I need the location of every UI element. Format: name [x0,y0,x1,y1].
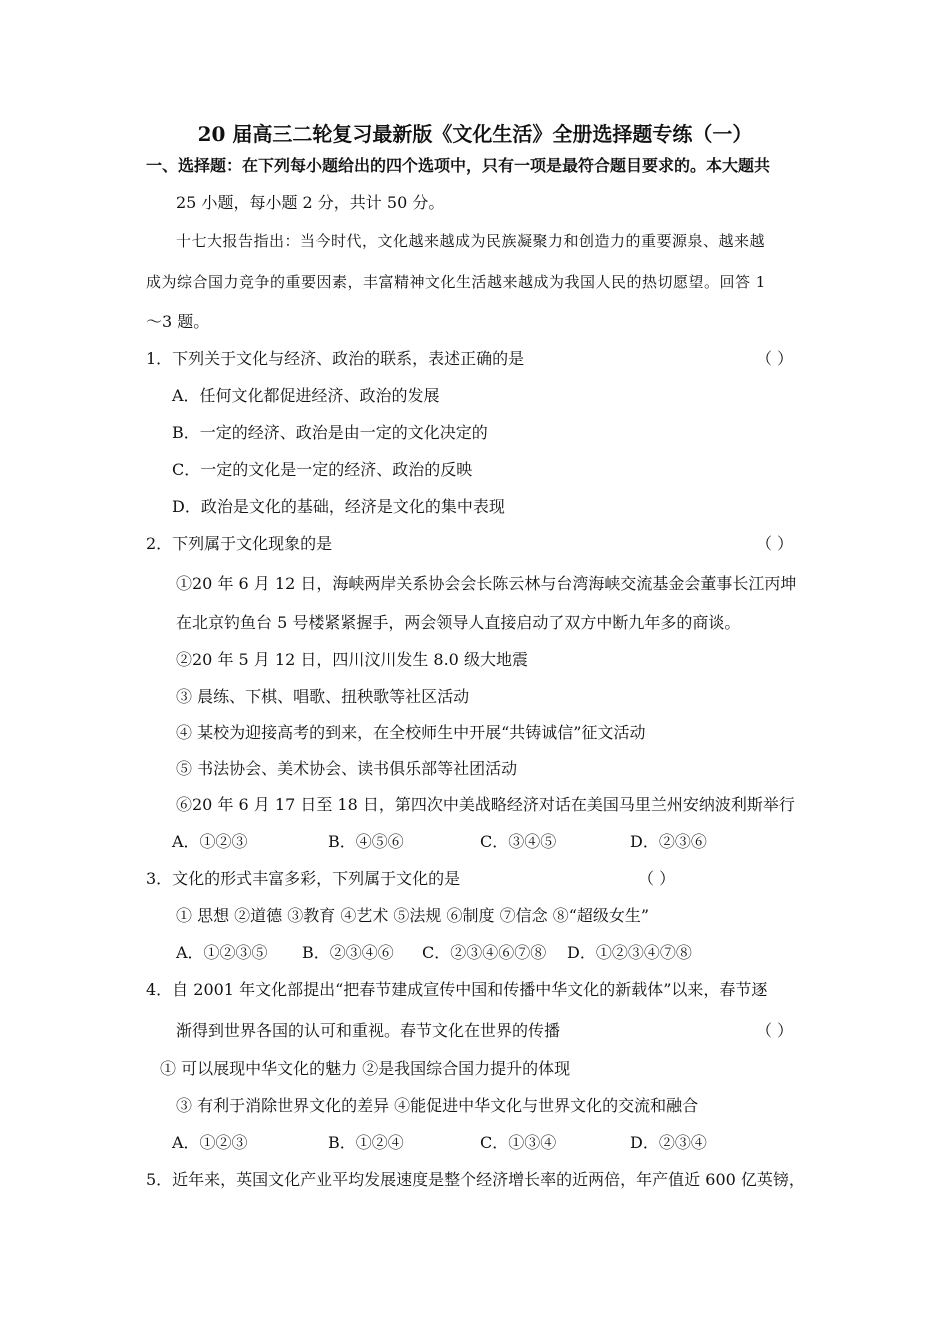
question-2-option-d: D．②③⑥ [630,832,707,851]
question-1-option-c: C．一定的文化是一定的经济、政治的反映 [172,460,473,479]
question-2-answer-blank: （ ） [756,534,794,553]
question-5-stem: 5．近年来，英国文化产业平均发展速度是整个经济增长率的近两倍，年产值近 600 亿英镑， [146,1170,805,1189]
question-3-option-a: A．①②③⑤ [176,943,268,962]
question-1-option-a: A．任何文化都促进经济、政治的发展 [172,386,440,405]
question-3-item: ① 思想 ②道德 ③教育 ④艺术 ⑤法规 ⑥制度 ⑦信念 ⑧“超级女生” [176,906,650,925]
intro-line1: 十七大报告指出：当今时代，文化越来越成为民族凝聚力和创造力的重要源泉、越来越 [176,232,766,250]
question-4-option-c: C．①③④ [480,1133,557,1152]
question-4-stem-continued: 渐得到世界各国的认可和重视。春节文化在世界的传播 [176,1021,561,1040]
question-4-option-a: A．①②③ [172,1133,248,1152]
question-4-answer-blank: （ ） [756,1021,794,1040]
question-2-item: ④ 某校为迎接高考的到来，在全校师生中开展“共铸诚信”征文活动 [176,723,646,742]
document-title: 20 届高三二轮复习最新版《文化生活》全册选择题专练（一） [197,122,753,146]
question-2-item: ⑥20 年 6 月 17 日至 18 日，第四次中美战略经济对话在美国马里兰州安纳波利斯举行 [176,795,795,814]
question-1-option-d: D．政治是文化的基础，经济是文化的集中表现 [172,497,505,516]
question-1-option-b: B．一定的经济、政治是由一定的文化决定的 [172,423,488,442]
section-heading-line1: 一、选择题：在下列每小题给出的四个选项中，只有一项是最符合题目要求的。本大题共 [146,156,771,175]
question-3-option-d: D．①②③④⑦⑧ [567,943,692,962]
question-3-option-c: C．②③④⑥⑦⑧ [422,943,547,962]
question-2-item: ①20 年 6 月 12 日，海峡两岸关系协会会长陈云林与台湾海峡交流基金会董事长江丙坤 [176,574,797,593]
question-2-item: ②20 年 5 月 12 日，四川汶川发生 8.0 级大地震 [176,650,528,669]
intro-line3: ～3 题。 [146,312,210,331]
question-4-option-d: D．②③④ [630,1133,707,1152]
question-2-option-c: C．③④⑤ [480,832,557,851]
question-2-item: 在北京钓鱼台 5 号楼紧紧握手，两会领导人直接启动了双方中断九年多的商谈。 [176,613,741,632]
question-2-item: ⑤ 书法协会、美术协会、读书俱乐部等社团活动 [176,759,518,778]
question-2-option-b: B．④⑤⑥ [328,832,404,851]
question-2-stem: 2．下列属于文化现象的是 [146,534,333,553]
question-3-option-b: B．②③④⑥ [302,943,394,962]
section-heading-line2: 25 小题，每小题 2 分，共计 50 分。 [176,193,445,212]
question-4-stem: 4．自 2001 年文化部提出“把春节建成宣传中国和传播中华文化的新载体”以来，春节逐 [146,980,768,999]
question-1-answer-blank: （ ） [756,349,794,368]
question-2-option-a: A．①②③ [172,832,248,851]
question-4-item: ① 可以展现中华文化的魅力 ②是我国综合国力提升的体现 [160,1059,571,1078]
intro-line2: 成为综合国力竞争的重要因素，丰富精神文化生活越来越成为我国人民的热切愿望。回答 1 [146,273,766,291]
question-1-stem: 1．下列关于文化与经济、政治的联系，表述正确的是 [146,349,525,368]
question-4-item: ③ 有利于消除世界文化的差异 ④能促进中华文化与世界文化的交流和融合 [176,1096,699,1115]
question-3-stem: 3．文化的形式丰富多彩，下列属于文化的是 [146,869,461,888]
question-4-option-b: B．①②④ [328,1133,404,1152]
question-2-item: ③ 晨练、下棋、唱歌、扭秧歌等社区活动 [176,687,470,706]
question-3-answer-blank: （ ） [638,869,676,888]
